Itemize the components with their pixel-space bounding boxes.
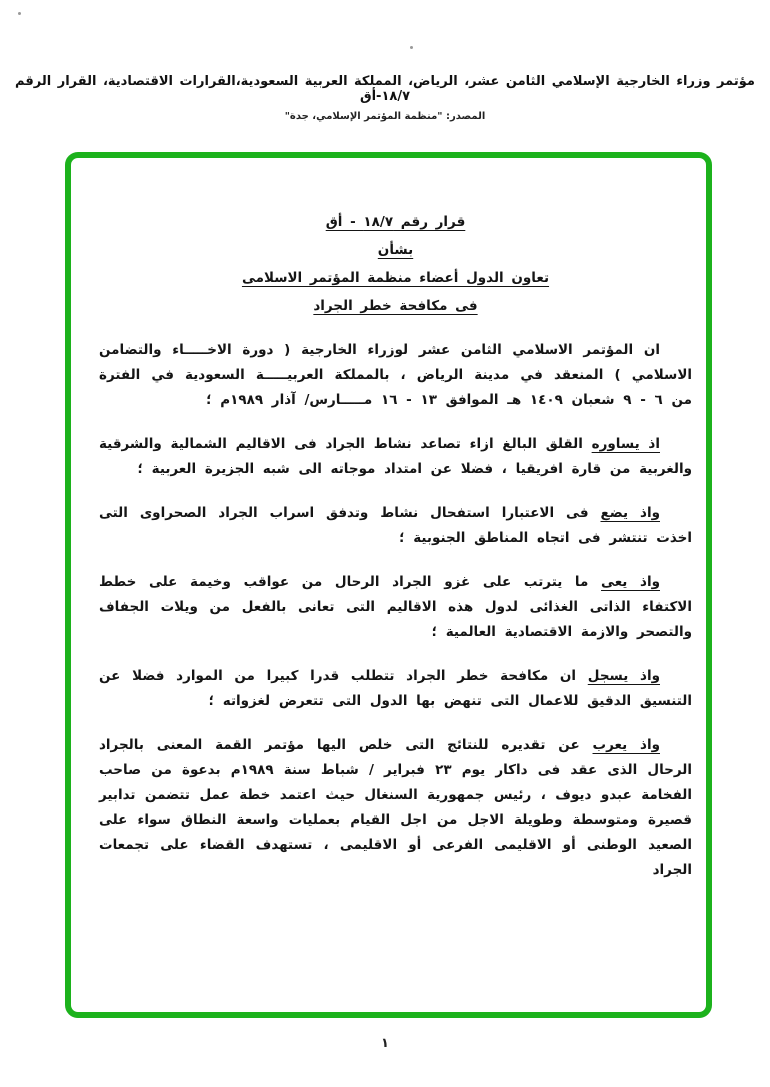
paragraph-text: القلق البالغ ازاء تصاعد نشاط الجراد فى الاقاليم الشمالية والشرقية والغربية من قارة افريقيا ، فضلا عن امتداد موجاته الى شبه الجزيرة العربية ؛ [99,436,692,477]
title-line-subject: تعاون الدول أعضاء منظمة المؤتمر الاسلامى [241,270,550,286]
paragraph-lead: واذ يعرب [592,737,660,753]
paragraph-concern [99,432,692,482]
document-body [71,158,706,883]
paragraph-lead: اذ يساوره [591,436,660,452]
paragraph-awareness [99,570,692,645]
paragraph-text: ان مكافحة خطر الجراد تتطلب قدرا كبيرا من الموارد فضلا عن التنسيق الدقيق للاعمال التى تنهض بها الدول التى تتعرض لغزواته ؛ [99,668,692,709]
paragraph-notes [99,664,692,714]
paragraph-appreciation [99,733,692,883]
document-header [0,74,770,122]
paragraph-text: ان المؤتمر الاسلامي الثامن عشر لوزراء الخارجية ( دورة الاخـــــاء والتضامن الاسلامي ) المنعقد في مدينة الرياض ، بالمملكة العربيـــــة السعودية في الفترة من ٦ - ٩ شعبان ١٤٠٩ هـ الموافق ١٣ - ١٦ مـــــارس/ آذار ١٩٨٩م ؛ [99,342,692,408]
paragraph-lead: واذ يضع [600,505,660,521]
paragraph-lead: واذ يعى [601,574,660,590]
resolution-title [99,208,692,320]
title-line-subject2: فى مكافحة خطر الجراد [313,298,478,314]
title-line-regarding: بشأن [377,242,414,258]
header-citation-line: مؤتمر وزراء الخارجية الإسلامي الثامن عشر، الرياض، المملكة العربية السعودية،القرارات الاقتصادية، القرار الرقم ١٨/٧-أق [15,74,755,104]
page-number: ١ [381,1036,389,1051]
paragraph-preamble [99,338,692,413]
title-line-resolution-number: قرار رقم ١٨/٧ - أق [325,214,466,230]
scan-speck [410,46,413,49]
header-source-line: المصدر: "منظمة المؤتمر الإسلامي، جدة" [284,111,486,122]
paragraph-consideration [99,501,692,551]
paragraph-lead: واذ يسجل [587,668,660,684]
scan-speck [18,12,21,15]
paragraph-text: فى الاعتبارا استفحال نشاط وتدفق اسراب الجراد الصحراوى التى اخذت تنتشر فى اتجاه المناطق الجنوبية ؛ [99,505,692,546]
paragraph-text: عن تقديره للنتائج التى خلص اليها مؤتمر القمة المعنى بالجراد الرحال الذى عقد فى داكار يوم ٢٣ فبراير / شباط سنة ١٩٨٩م بدعوة من صاحب الفخامة عبدو ديوف ، رئيس جمهورية السنغال حيث اعتمد خطة عمل تتضمن تدابير قصيرة ومتوسطة وطويلة الاجل من اجل القيام بعمليات واسعة النطاق سواء على الصعيد الوطنى أو الاقليمى الفرعى أو الاقليمى ، تستهدف القضاء على تجمعات الجراد [99,737,692,878]
highlight-frame [65,152,712,1018]
paragraph-text: ما يترتب على غزو الجراد الرحال من عواقب وخيمة على خطط الاكتفاء الذاتى الغذائى لدول هذه الاقاليم التى تعانى بالفعل من ويلات الجفاف والتصحر والازمة الاقتصادية العالمية ؛ [99,574,692,640]
